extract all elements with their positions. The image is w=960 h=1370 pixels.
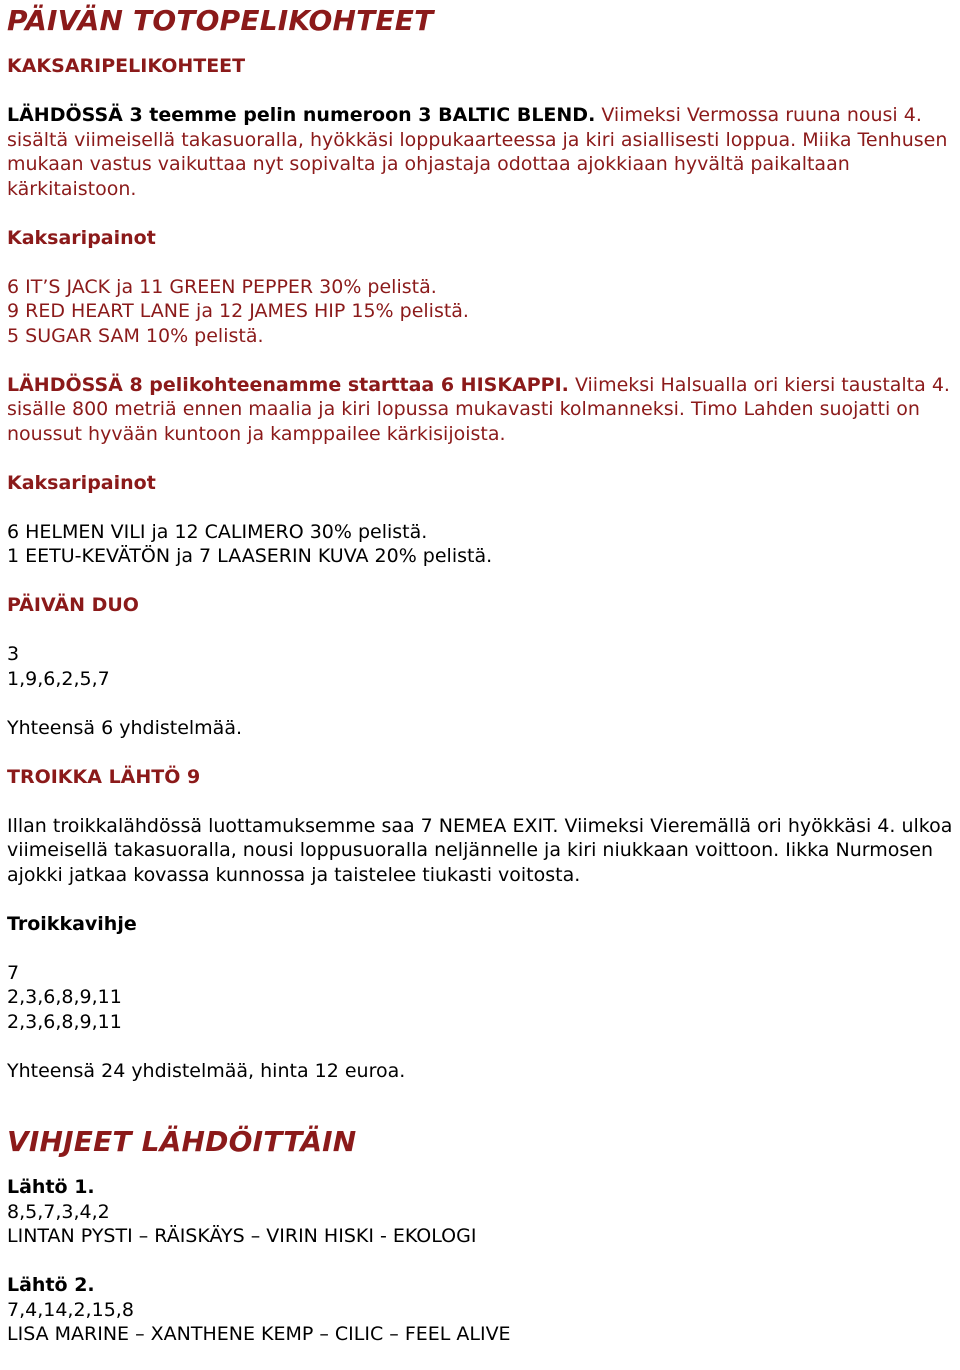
- race-1-numbers: 8,5,7,3,4,2: [7, 1200, 110, 1223]
- race-8-weights-heading: Kaksaripainot: [7, 471, 156, 494]
- race-2-numbers: 7,4,14,2,15,8: [7, 1298, 134, 1321]
- duo-heading: PÄIVÄN DUO: [7, 594, 139, 616]
- race-3-weight-3: 5 SUGAR SAM 10% pelistä.: [7, 324, 264, 347]
- race-3-weights-heading: Kaksaripainot: [7, 226, 156, 249]
- vihjeet-title: VIHJEET LÄHDÖITTÄIN: [7, 1125, 357, 1158]
- duo-total: Yhteensä 6 yhdistelmää.: [7, 716, 243, 739]
- kaksari-heading: KAKSARIPELIKOHTEET: [7, 55, 246, 77]
- race-1-names: LINTAN PYSTI – RÄISKÄYS – VIRIN HISKI - EKOLOGI: [7, 1225, 477, 1247]
- race-8-paragraph: [7, 373, 957, 447]
- race-8-weight-2: 1 EETU-KEVÄTÖN ja 7 LAASERIN KUVA 20% pelistä.: [7, 545, 493, 567]
- duo-line-2: 1,9,6,2,5,7: [7, 667, 110, 690]
- troikka-total: Yhteensä 24 yhdistelmää, hinta 12 euroa.: [7, 1059, 406, 1082]
- race-3-weight-1: 6 IT’S JACK ja 11 GREEN PEPPER 30% pelistä.: [7, 275, 437, 298]
- troikka-heading: TROIKKA LÄHTÖ 9: [7, 765, 201, 788]
- race-3-weight-2: 9 RED HEART LANE ja 12 JAMES HIP 15% pelistä.: [7, 300, 469, 322]
- troikka-tip-heading: Troikkavihje: [7, 912, 137, 935]
- race-2-label: Lähtö 2.: [7, 1274, 95, 1296]
- troikka-line-1: 7: [7, 961, 20, 984]
- race-1-label: Lähtö 1.: [7, 1176, 95, 1198]
- race-3-lead: LÄHDÖSSÄ 3 teemme pelin numeroon 3 BALTIC BLEND.: [7, 104, 596, 126]
- race-8-text: Viimeksi Halsualla ori kiersi taustalta 4. sisälle 800 metriä ennen maalia ja kiri lopussa mukavasti kolmanneksi. Timo Lahden suojatti on noussut hyvään kuntoon ja kamppailee kärkisijoista.: [7, 373, 950, 445]
- race-3-paragraph: [7, 103, 957, 201]
- race-8-weight-1: 6 HELMEN VILI ja 12 CALIMERO 30% pelistä.: [7, 520, 428, 543]
- page-title: PÄIVÄN TOTOPELIKOHTEET: [7, 4, 434, 37]
- race-3-text: Viimeksi Vermossa ruuna nousi 4. sisältä viimeisellä takasuoralla, hyökkäsi loppukaarteessa ja kiri asiallisesti loppua. Miika Tenhusen mukaan vastus vaikuttaa nyt sopivalta ja ohjastaja odottaa ajokkiaan hyvältä paikaltaan kärkitaistoon.: [7, 104, 948, 200]
- troikka-paragraph: Illan troikkalähdössä luottamuksemme saa 7 NEMEA EXIT. Viimeksi Vieremällä ori hyökkäsi 4. ulkoa viimeisellä takasuoralla, nousi loppusuoralla neljännelle ja kiri niukkaan voittoon. Iikka Nurmosen ajokki jatkaa kovassa kunnossa ja taistelee tiukasti voitosta.: [7, 814, 953, 886]
- troikka-line-3: 2,3,6,8,9,11: [7, 1010, 122, 1033]
- troikka-line-2: 2,3,6,8,9,11: [7, 986, 122, 1008]
- race-8-lead: LÄHDÖSSÄ 8 pelikohteenamme starttaa 6 HISKAPPI.: [7, 373, 569, 396]
- document-page: [7, 0, 957, 1347]
- race-2-names: LISA MARINE – XANTHENE KEMP – CILIC – FEEL ALIVE: [7, 1323, 511, 1345]
- duo-line-1: 3: [7, 643, 20, 665]
